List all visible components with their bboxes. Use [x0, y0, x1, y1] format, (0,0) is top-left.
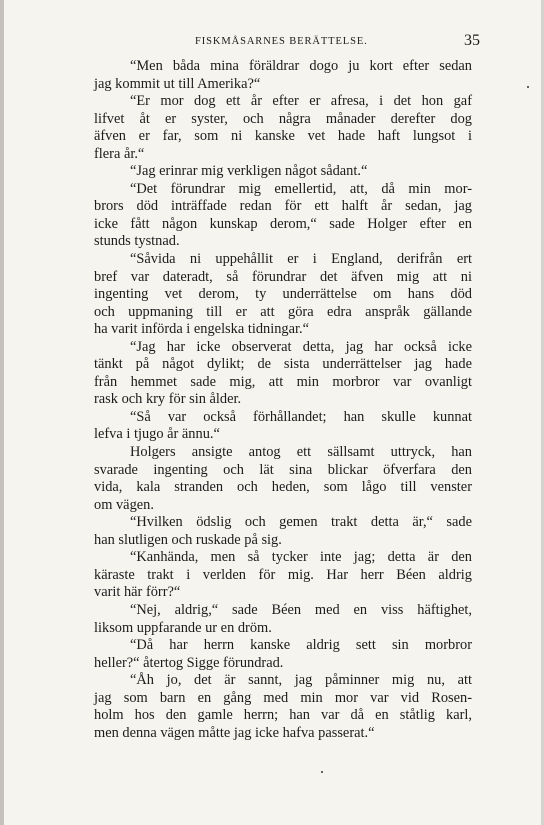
text-line: “Såvida ni uppehållit er i England, derifrån ert [130, 251, 472, 268]
text-line: “Hvilken ödslig och gemen trakt detta är,“ sade [130, 514, 472, 531]
text-line: icke fått någon kunskap derom,“ sade Holger efter en [94, 215, 472, 232]
page-header [195, 34, 480, 50]
text-line: han slutligen och ruskade på sig. [94, 531, 282, 548]
text-line: från hemmet sade mig, att min morbror var ovanligt [94, 373, 472, 390]
text-line: rask och kry för sin ålder. [94, 391, 242, 408]
text-line: “Så var också förhållandet; han skulle kunnat [130, 408, 472, 425]
body-text [94, 58, 472, 742]
text-line: heller?“ återtog Sigge förundrad. [94, 654, 284, 671]
text-line: lifvet åt er syster, och några månader derefter dog [94, 110, 472, 127]
text-line: ingenting vet derom, ty underrättelse om hans död [94, 286, 472, 303]
text-line: “Jag erinrar mig verkligen något sådant.“ [130, 163, 368, 180]
text-line: brors död inträffade redan för ett halft år sedan, jag [94, 198, 472, 215]
text-line: “Jag har icke observerat detta, jag har också icke [130, 338, 472, 355]
text-line: “Det förundrar mig emellertid, att, då min mor- [130, 180, 472, 197]
text-line: “Nej, aldrig,“ sade Béen med en viss häftighet, [130, 601, 472, 618]
text-line: tänkt på något dylikt; de sista underrättelser jag hade [94, 356, 472, 373]
text-line: käraste trakt i verlden för mig. Har herr Béen aldrig [94, 566, 472, 583]
text-line: varit här förr?“ [94, 584, 181, 601]
text-line: “Kanhända, men så tycker inte jag; detta är den [130, 549, 472, 566]
text-line: äfven er far, som ni kanske vet hade haft lungsot i [94, 128, 472, 145]
running-head: FISKMÅSARNES BERÄTTELSE. [195, 36, 368, 47]
text-line: svarade ingenting och lät sina blickar öfverfara den [94, 461, 472, 478]
text-line: vida, kala stranden och heden, som lågo till venster [94, 479, 472, 496]
text-line: liksom uppfarande ur en dröm. [94, 619, 272, 636]
text-line: “Åh jo, det är sannt, jag påminner mig nu, att [130, 672, 472, 689]
text-line: jag som barn en gång med min mor var vid Rosen- [94, 689, 472, 706]
print-speck [527, 86, 529, 88]
text-line: stunds tystnad. [94, 233, 180, 250]
text-line: “Då har herrn kanske aldrig sett sin morbror [130, 637, 472, 654]
text-line: holm hos den gamle herrn; han var då en ståtlig karl, [94, 707, 472, 724]
text-line: “Men båda mina föräldrar dogo ju kort efter sedan [130, 58, 472, 74]
text-line: ha varit införda i engelska tidningar.“ [94, 321, 309, 338]
text-line: bref var dateradt, så förundrar det äfven mig att ni [94, 268, 472, 285]
text-line: jag kommit ut till Amerika?“ [94, 75, 261, 92]
text-line: lefva i tjugo år ännu.“ [94, 426, 220, 443]
page-number: 35 [464, 32, 480, 49]
text-line: Holgers ansigte antog ett sällsamt uttryck, han [130, 444, 472, 461]
text-line: om vägen. [94, 496, 154, 513]
text-line: men denna vägen måtte jag icke hafva passerat.“ [94, 724, 375, 741]
text-line: och uppmaning till er att göra edra anspråk gällande [94, 303, 472, 320]
print-speck [321, 771, 323, 773]
text-line: flera år.“ [94, 145, 145, 162]
page-left-edge [0, 0, 4, 825]
text-line: “Er mor dog ett år efter er afresa, i det hon gaf [130, 93, 472, 110]
